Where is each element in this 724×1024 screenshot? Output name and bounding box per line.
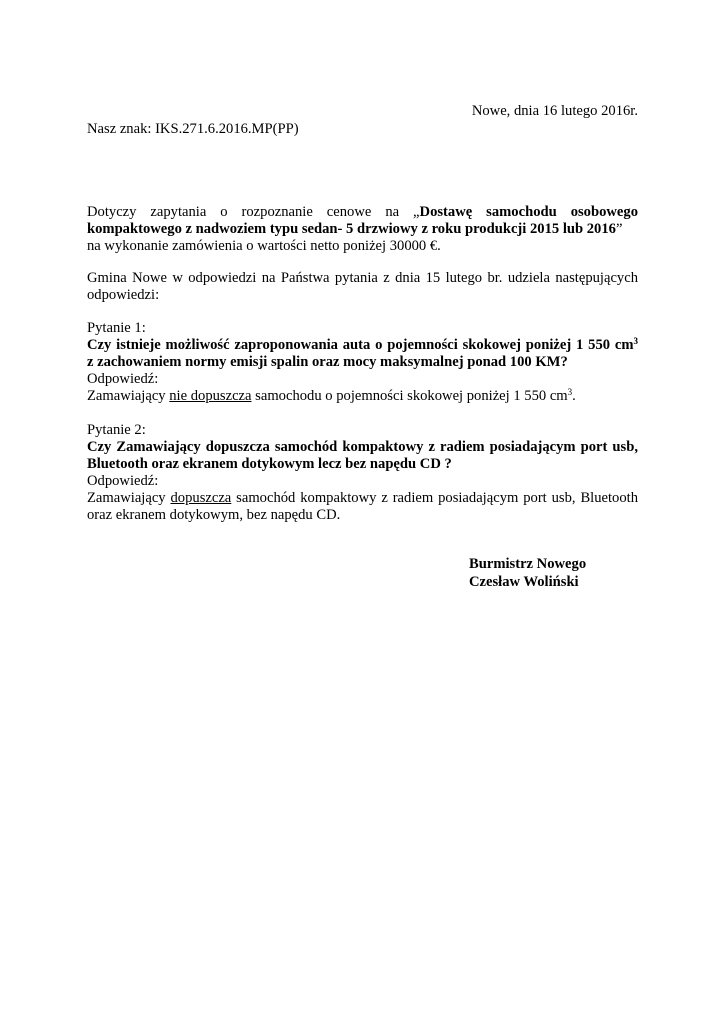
signature-title: Burmistrz Nowego <box>469 556 587 572</box>
answer-2-emphasis: dopuszcza <box>170 490 232 506</box>
subject-bold-1: Dostawę samochodu osobowego <box>419 204 638 220</box>
answer-1-emphasis: nie dopuszcza <box>169 388 252 404</box>
place-date: Nowe, dnia 16 lutego 2016r. <box>471 103 638 119</box>
answer-1-text: Zamawiający nie dopuszcza samochodu o pojemności skokowej poniżej 1 550 $cm^3$. <box>87 387 576 404</box>
question-1-text-line-2: z zachowaniem normy emisji spalin oraz mocy maksymalnej ponad 100 KM? <box>87 354 568 370</box>
subject-line-1 <box>87 204 638 221</box>
question-2-label: Pytanie 2: <box>87 422 146 438</box>
question-1-label: Pytanie 1: <box>87 320 146 336</box>
subject-line-2 <box>87 221 638 238</box>
signature-name: Czesław Woliński <box>469 574 579 590</box>
question-2-text-line-2: Bluetooth oraz ekranem dotykowym lecz bez napędu CD ? <box>87 456 452 472</box>
subject-paragraph <box>87 204 638 255</box>
question-1-text-line-1: Czy istnieje możliwość zaproponowania auta o pojemności skokowej poniżej 1 550 $cm^3$ <box>87 336 638 353</box>
response-intro <box>87 270 638 304</box>
answer-2-text-line-2: oraz ekranem dotykowym, bez napędu CD. <box>87 507 341 523</box>
response-intro-line-2: odpowiedzi: <box>87 287 160 303</box>
subject-intro: Dotyczy zapytania o rozpoznanie cenowe na „ <box>87 204 420 220</box>
subject-close-quote: ” <box>615 221 623 237</box>
subject-bold-2: kompaktowego z nadwoziem typu sedan- 5 drzwiowy z roku produkcji 2015 lub 2016 <box>87 221 616 237</box>
reference-number: Nasz znak: IKS.271.6.2016.MP(PP) <box>87 121 299 137</box>
answer-2-label: Odpowiedź: <box>87 473 159 489</box>
response-intro-line-1: Gmina Nowe w odpowiedzi na Państwa pytania z dnia 15 lutego br. udziela następujących <box>87 270 638 286</box>
question-1 <box>87 320 638 405</box>
answer-1-label: Odpowiedź: <box>87 371 159 387</box>
question-2 <box>87 422 638 524</box>
answer-2-text-line-1: Zamawiający dopuszcza samochód kompaktowy z radiem posiadającym port usb, Bluetooth <box>87 490 639 506</box>
subject-line-3: na wykonanie zamówienia o wartości netto poniżej 30000 €. <box>87 238 441 254</box>
question-2-text-line-1: Czy Zamawiający dopuszcza samochód kompaktowy z radiem posiadającym port usb, <box>87 439 638 455</box>
